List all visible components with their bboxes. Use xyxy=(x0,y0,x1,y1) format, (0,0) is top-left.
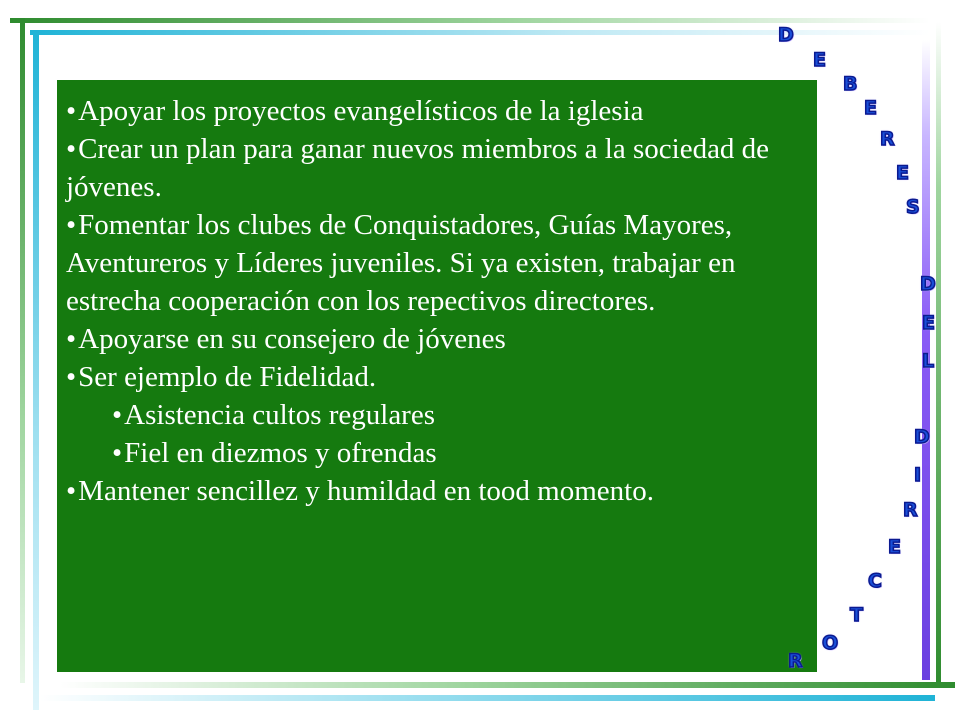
bullet: • xyxy=(66,323,77,355)
side-title-letter: B xyxy=(843,73,858,95)
bullet: • xyxy=(66,475,77,507)
side-title-letter: S xyxy=(906,196,920,218)
item-text: Fiel en diezmos y ofrendas xyxy=(124,437,437,469)
bullet: • xyxy=(112,437,123,469)
frame-bar-right-purple xyxy=(922,40,930,680)
frame-bar-left-cyan xyxy=(33,30,39,710)
frame-bar-bottom-cyan xyxy=(40,695,935,701)
side-title-letter: D xyxy=(778,24,794,46)
list-item xyxy=(66,358,809,396)
content-box xyxy=(57,80,817,672)
item-text: Apoyarse en su consejero de jóvenes xyxy=(78,323,506,355)
side-title-letter: E xyxy=(922,312,935,334)
bullet: • xyxy=(66,361,77,393)
item-text: Ser ejemplo de Fidelidad. xyxy=(78,361,377,393)
side-title-letter: L xyxy=(922,350,935,372)
item-text: Apoyar los proyectos evangelísticos de la iglesia xyxy=(78,95,644,127)
item-text: Fomentar los clubes de Conquistadores, Guías Mayores, Aventureros y Líderes juveniles. Si ya existen, trabajar en estrecha cooperación con los repectivos directores. xyxy=(66,209,736,317)
side-title-letter: D xyxy=(914,426,930,448)
side-title-letter: E xyxy=(813,49,826,71)
frame-bar-left-green xyxy=(20,18,25,683)
side-title-letter: I xyxy=(914,464,922,486)
frame-bar-top-green xyxy=(10,18,930,23)
bullet: • xyxy=(66,209,77,241)
side-title-letter: R xyxy=(880,128,895,150)
list-item xyxy=(66,472,809,510)
side-title-letter: R xyxy=(788,650,803,672)
side-title-letter: D xyxy=(920,273,936,295)
bullet: • xyxy=(66,133,77,165)
item-text: Asistencia cultos regulares xyxy=(124,399,435,431)
item-text: Mantener sencillez y humildad en tood momento. xyxy=(78,475,654,507)
list-item xyxy=(66,320,809,358)
list-item xyxy=(66,130,809,206)
list-item xyxy=(66,206,809,320)
list-item xyxy=(66,92,809,130)
side-title-letter: C xyxy=(868,570,882,592)
frame-bar-top-cyan xyxy=(30,30,930,35)
side-title-letter: T xyxy=(850,604,863,626)
side-title-letter: R xyxy=(903,499,918,521)
bullet: • xyxy=(66,95,77,127)
item-text: Crear un plan para ganar nuevos miembros a la sociedad de jóvenes. xyxy=(66,133,770,203)
sub-list-item xyxy=(66,396,809,434)
frame-bar-bottom-green xyxy=(60,682,955,688)
side-title-letter: E xyxy=(896,162,909,184)
frame-bar-right-green xyxy=(936,22,941,687)
sub-list-item xyxy=(66,434,809,472)
side-title-letter: O xyxy=(822,632,839,654)
side-title-letter: E xyxy=(888,536,901,558)
side-title-letter: E xyxy=(864,97,877,119)
bullet: • xyxy=(112,399,123,431)
